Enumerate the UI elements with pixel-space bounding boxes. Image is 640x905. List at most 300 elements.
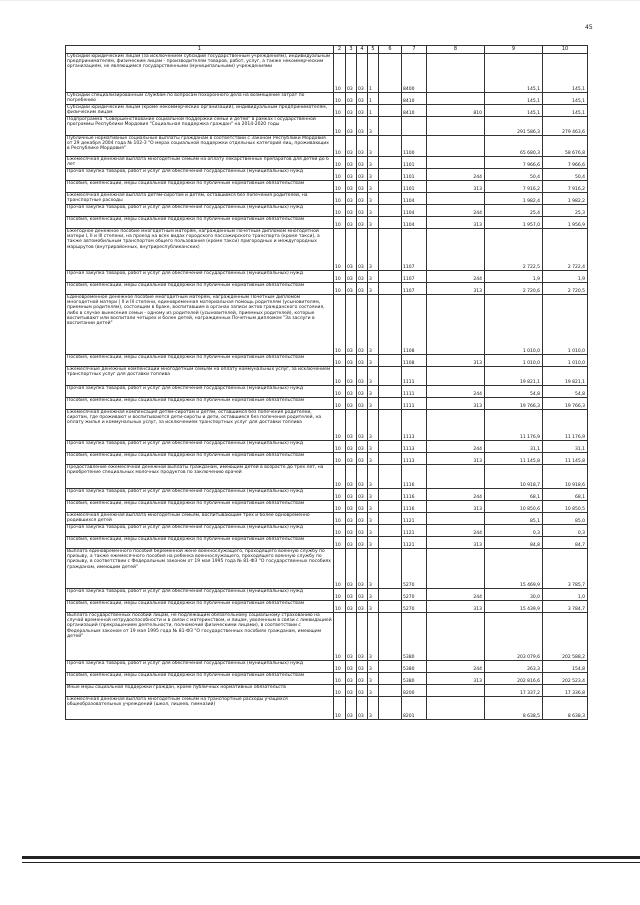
table-row [66, 601, 588, 613]
main-event-code [379, 229, 402, 271]
executed-amount: 154,8 [543, 661, 588, 673]
planned-amount: 7 916,2 [485, 181, 543, 193]
main-event-code [379, 673, 402, 685]
row-description: Прочая закупка товаров, работ и услуг для обеспечения государственных (муниципальных) нужд [66, 169, 334, 181]
table-row [66, 181, 588, 193]
executed-amount: 3 784,7 [543, 601, 588, 613]
planned-amount: 2 722,5 [485, 229, 543, 271]
expense-type-code: 244 [427, 205, 485, 217]
section-code: 10 [334, 295, 346, 355]
planned-amount: 65 680,3 [485, 136, 543, 157]
subsection-code: 03 [346, 525, 357, 537]
program-code: 03 [357, 157, 368, 169]
planned-amount: 291 586,3 [485, 117, 543, 136]
table-row [66, 271, 588, 283]
program-code: 03 [357, 117, 368, 136]
expense-type-code [427, 136, 485, 157]
table-row [66, 386, 588, 398]
direction-code: 1101 [402, 169, 427, 181]
planned-amount: 145,1 [485, 105, 543, 117]
section-code: 10 [334, 136, 346, 157]
program-code: 03 [357, 673, 368, 685]
expense-type-code: 313 [427, 398, 485, 410]
main-event-code [379, 453, 402, 465]
direction-code: 1111 [402, 386, 427, 398]
section-code: 10 [334, 283, 346, 295]
main-event-code [379, 386, 402, 398]
subprogram-code: 3 [368, 537, 379, 549]
expense-type-code: 313 [427, 501, 485, 513]
table-row [66, 193, 588, 205]
subsection-code: 03 [346, 465, 357, 489]
subsection-code: 03 [346, 685, 357, 697]
subprogram-code: 3 [368, 398, 379, 410]
row-description: Ежемесячная денежная компенсация детям-сиротам и детям, оставшимся без попечения родителей, сиротам, где проживают и воспитываются дети-сироты и дети, оставшиеся без попечения родителей, на оплату жилья и коммунальных услуг, за исключением транспортных услуг для доставки топлива [66, 410, 334, 441]
planned-amount: 15 439,9 [485, 601, 543, 613]
main-event-code [379, 181, 402, 193]
table-row [66, 513, 588, 525]
row-description: Пособия, компенсации, меры социальной поддержки по публичным нормативным обязательствам [66, 453, 334, 465]
row-description: Единовременное денежное пособие многодетным матерям, награжденным Почетным дипломом многодетной матери ( II и III степени, единовременная материальная помощь родителям (усыновителям, приемным родителям), состоящим в браке, воспитавшим в органах записи актов гражданского состояния, либо в случае вынесения семьи - одному из родителей (усыновителей, приемных родителей), которые воспитывают или воспитали четырех и более детей, награжденных Почетным дипломом "За заслуги в воспитании детей" [66, 295, 334, 355]
row-description: Ежемесячная денежная выплата многодетным семьям на оплату лекарственных препаратов для детей до 6 лет [66, 157, 334, 169]
bottom-rule-thin [22, 862, 640, 863]
executed-amount: 17 336,8 [543, 685, 588, 697]
executed-amount: 145,1 [543, 93, 588, 105]
executed-amount: 8 638,3 [543, 697, 588, 720]
section-code: 10 [334, 549, 346, 589]
table-row [66, 157, 588, 169]
subsection-code: 03 [346, 601, 357, 613]
subsection-code: 03 [346, 54, 357, 93]
expense-type-code [427, 295, 485, 355]
main-event-code [379, 537, 402, 549]
direction-code: 1100 [402, 136, 427, 157]
subprogram-code: 1 [368, 54, 379, 93]
expense-type-code [427, 465, 485, 489]
main-event-code [379, 410, 402, 441]
direction-code: 1116 [402, 501, 427, 513]
section-code: 10 [334, 229, 346, 271]
table-row [66, 410, 588, 441]
section-code: 10 [334, 525, 346, 537]
section-code: 10 [334, 157, 346, 169]
subprogram-code: 3 [368, 661, 379, 673]
program-code: 03 [357, 589, 368, 601]
program-code: 03 [357, 93, 368, 105]
row-description: Ежемесячная денежная выплата многодетным семьям, воспитывающим трех и более одновременно родившихся детей [66, 513, 334, 525]
program-code: 03 [357, 367, 368, 386]
planned-amount: 11 145,8 [485, 453, 543, 465]
top-edge [0, 0, 640, 1]
subprogram-code: 3 [368, 673, 379, 685]
subprogram-code: 3 [368, 117, 379, 136]
subprogram-code: 3 [368, 367, 379, 386]
row-description: Прочая закупка товаров, работ и услуг для обеспечения государственных (муниципальных) нужд [66, 205, 334, 217]
section-code: 10 [334, 453, 346, 465]
subprogram-code: 3 [368, 355, 379, 367]
main-event-code [379, 525, 402, 537]
executed-amount: 85,0 [543, 513, 588, 525]
program-code: 03 [357, 613, 368, 661]
main-event-code [379, 117, 402, 136]
expense-type-code: 810 [427, 105, 485, 117]
subsection-code: 03 [346, 271, 357, 283]
subprogram-code: 3 [368, 465, 379, 489]
row-description: Пособия, компенсации, меры социальной поддержки по публичным нормативным обязательствам [66, 398, 334, 410]
direction-code: 1104 [402, 205, 427, 217]
subprogram-code: 1 [368, 105, 379, 117]
table-row [66, 613, 588, 661]
table-row [66, 525, 588, 537]
row-description: Пособия, компенсации, меры социальной поддержки по публичным нормативным обязательствам [66, 537, 334, 549]
section-code: 10 [334, 673, 346, 685]
subsection-code: 03 [346, 441, 357, 453]
section-code: 10 [334, 355, 346, 367]
table-row [66, 355, 588, 367]
executed-amount: 1 010,0 [543, 355, 588, 367]
subsection-code: 03 [346, 136, 357, 157]
direction-code: 1121 [402, 525, 427, 537]
executed-amount: 58 676,8 [543, 136, 588, 157]
program-code: 03 [357, 217, 368, 229]
row-description: Пособия, компенсации, меры социальной поддержки по публичным нормативным обязательствам [66, 355, 334, 367]
expense-type-code: 313 [427, 537, 485, 549]
section-code: 10 [334, 410, 346, 441]
main-event-code [379, 661, 402, 673]
subsection-code: 03 [346, 229, 357, 271]
expense-type-code: 313 [427, 181, 485, 193]
column-header: 5 [368, 46, 379, 54]
main-event-code [379, 105, 402, 117]
planned-amount: 1 957,0 [485, 217, 543, 229]
table-row [66, 673, 588, 685]
subprogram-code: 3 [368, 453, 379, 465]
subsection-code: 03 [346, 386, 357, 398]
subprogram-code: 3 [368, 601, 379, 613]
program-code: 03 [357, 465, 368, 489]
expense-type-code: 244 [427, 661, 485, 673]
subsection-code: 03 [346, 169, 357, 181]
row-description: Публичные нормативные социальные выплаты гражданам в соответствии с Законом Республики Мордовия от 29 декабря 2004 года № 102-З "О мерах социальной поддержки отдельных категорий лиц, проживающих в Республике Мордовия" [66, 136, 334, 157]
subsection-code: 03 [346, 283, 357, 295]
direction-code: 5270 [402, 589, 427, 601]
row-description: Прочая закупка товаров, работ и услуг для обеспечения государственных (муниципальных) нужд [66, 489, 334, 501]
main-event-code [379, 601, 402, 613]
expense-type-code [427, 157, 485, 169]
executed-amount: 202 523,4 [543, 673, 588, 685]
section-code: 10 [334, 217, 346, 229]
executed-amount: 1,9 [543, 271, 588, 283]
subsection-code: 03 [346, 205, 357, 217]
table-row [66, 465, 588, 489]
table-row [66, 441, 588, 453]
planned-amount: 0,3 [485, 525, 543, 537]
row-description: Пособия, компенсации, меры социальной поддержки по публичным нормативным обязательствам [66, 217, 334, 229]
direction-code: 8410 [402, 105, 427, 117]
section-code: 10 [334, 93, 346, 105]
executed-amount: 202 588,2 [543, 613, 588, 661]
column-header: 2 [334, 46, 346, 54]
main-event-code [379, 685, 402, 697]
program-code: 03 [357, 386, 368, 398]
executed-amount: 1 982,2 [543, 193, 588, 205]
subprogram-code: 3 [368, 295, 379, 355]
row-description: Прочая закупка товаров, работ и услуг для обеспечения государственных (муниципальных) нужд [66, 525, 334, 537]
subsection-code: 03 [346, 453, 357, 465]
main-event-code [379, 136, 402, 157]
main-event-code [379, 355, 402, 367]
subsection-code: 03 [346, 295, 357, 355]
expense-type-code [427, 193, 485, 205]
section-code: 10 [334, 489, 346, 501]
expense-type-code [427, 54, 485, 93]
section-code: 10 [334, 181, 346, 193]
executed-amount: 1,0 [543, 589, 588, 601]
program-code: 03 [357, 54, 368, 93]
direction-code: 1116 [402, 465, 427, 489]
table-row [66, 367, 588, 386]
column-header: 10 [543, 46, 588, 54]
program-code: 03 [357, 271, 368, 283]
row-description: Прочая закупка товаров, работ и услуг для обеспечения государственных (муниципальных) нужд [66, 271, 334, 283]
expense-type-code: 313 [427, 283, 485, 295]
row-description: Выплата государственных пособий лицам, не подлежащим обязательному социальному страхованию на случай временной нетрудоспособности и в связи с материнством, и лицам, уволенным в связи с ликвидацией организаций (прекращением деятельности, полномочий физическими лицами), в соответствии с Федеральным законом от 19 мая 1995 года № 81-ФЗ "О государственных пособиях гражданам, имеющим детей" [66, 613, 334, 661]
planned-amount: 19 766,3 [485, 398, 543, 410]
subprogram-code: 3 [368, 685, 379, 697]
executed-amount: 7 966,6 [543, 157, 588, 169]
main-event-code [379, 613, 402, 661]
executed-amount: 50,4 [543, 169, 588, 181]
main-event-code [379, 549, 402, 589]
subsection-code: 03 [346, 193, 357, 205]
executed-amount: 19 821,1 [543, 367, 588, 386]
subprogram-code: 3 [368, 205, 379, 217]
subprogram-code: 3 [368, 283, 379, 295]
executed-amount: 279 463,6 [543, 117, 588, 136]
executed-amount: 3 785,7 [543, 549, 588, 589]
main-event-code [379, 295, 402, 355]
direction-code: 1111 [402, 367, 427, 386]
table-row [66, 589, 588, 601]
subprogram-code: 3 [368, 613, 379, 661]
planned-amount: 145,1 [485, 54, 543, 93]
row-description: Субсидии специализированным службам по вопросам похоронного дела на возмещение затрат по погребению [66, 93, 334, 105]
direction-code: 1113 [402, 410, 427, 441]
subsection-code: 03 [346, 501, 357, 513]
program-code: 03 [357, 169, 368, 181]
main-event-code [379, 367, 402, 386]
expense-type-code: 313 [427, 673, 485, 685]
planned-amount: 19 821,1 [485, 367, 543, 386]
executed-amount: 2 720,5 [543, 283, 588, 295]
expense-type-code: 244 [427, 489, 485, 501]
main-event-code [379, 489, 402, 501]
program-code: 03 [357, 525, 368, 537]
planned-amount: 202 816,6 [485, 673, 543, 685]
main-event-code [379, 465, 402, 489]
expense-type-code: 244 [427, 169, 485, 181]
direction-code: 1113 [402, 453, 427, 465]
section-code: 10 [334, 685, 346, 697]
program-code: 03 [357, 549, 368, 589]
planned-amount: 84,8 [485, 537, 543, 549]
column-header: 3 [346, 46, 357, 54]
direction-code: 5380 [402, 613, 427, 661]
subprogram-code: 3 [368, 271, 379, 283]
planned-amount: 8 638,5 [485, 697, 543, 720]
main-event-code [379, 93, 402, 105]
main-event-code [379, 157, 402, 169]
main-event-code [379, 205, 402, 217]
expense-type-code [427, 549, 485, 589]
table-row [66, 489, 588, 501]
main-event-code [379, 398, 402, 410]
direction-code: 1104 [402, 193, 427, 205]
section-code: 10 [334, 271, 346, 283]
planned-amount: 263,3 [485, 661, 543, 673]
main-event-code [379, 169, 402, 181]
table-row [66, 229, 588, 271]
table-row [66, 661, 588, 673]
program-code: 03 [357, 136, 368, 157]
subsection-code: 03 [346, 181, 357, 193]
direction-code: 5380 [402, 661, 427, 673]
row-description: Субсидии юридическим лицам (кроме некоммерческих организаций), индивидуальным предпринимателям, физическим лицам [66, 105, 334, 117]
main-event-code [379, 217, 402, 229]
planned-amount: 30,0 [485, 589, 543, 601]
program-code: 03 [357, 181, 368, 193]
row-description: Ежегодное денежное пособие многодетным матерям, награжденным Почетным дипломом многодетной матери I, II и III степени, на проезд на всех видах городского пассажирского транспорта (кроме такси), а также автомобильным транспортом общего пользования (кроме такси) пригородных и междугородных маршрутов (внутрирайонных, внутриреспубликанских) [66, 229, 334, 271]
expense-type-code: 244 [427, 271, 485, 283]
column-header: 7 [402, 46, 427, 54]
program-code: 03 [357, 501, 368, 513]
subsection-code: 03 [346, 513, 357, 525]
expense-type-code [427, 685, 485, 697]
row-description: Пособия, компенсации, меры социальной поддержки по публичным нормативным обязательствам [66, 673, 334, 685]
planned-amount: 10 850,6 [485, 501, 543, 513]
subprogram-code: 3 [368, 501, 379, 513]
planned-amount: 10 918,7 [485, 465, 543, 489]
direction-code: 1101 [402, 157, 427, 169]
row-description: Прочая закупка товаров, работ и услуг для обеспечения государственных (муниципальных) нужд [66, 441, 334, 453]
row-description: Ежемесячная денежная выплата многодетным семьям на транспортные расходы учащихся общеобразовательных учреждений (школ, лицеев, гимназий) [66, 697, 334, 720]
expense-type-code: 244 [427, 589, 485, 601]
section-code: 10 [334, 386, 346, 398]
executed-amount: 84,7 [543, 537, 588, 549]
subprogram-code: 3 [368, 410, 379, 441]
column-header: 9 [485, 46, 543, 54]
table-row [66, 549, 588, 589]
row-description: Прочая закупка товаров, работ и услуг для обеспечения государственных (муниципальных) нужд [66, 589, 334, 601]
planned-amount: 50,4 [485, 169, 543, 181]
column-header: 1 [66, 46, 334, 54]
subsection-code: 03 [346, 589, 357, 601]
subprogram-code: 3 [368, 489, 379, 501]
planned-amount: 17 337,2 [485, 685, 543, 697]
direction-code: 1107 [402, 283, 427, 295]
program-code: 03 [357, 355, 368, 367]
section-code: 10 [334, 105, 346, 117]
row-description: Пособия, компенсации, меры социальной поддержки по публичным нормативным обязательствам [66, 601, 334, 613]
planned-amount: 1 010,0 [485, 355, 543, 367]
subprogram-code: 3 [368, 525, 379, 537]
program-code: 03 [357, 661, 368, 673]
direction-code: 1108 [402, 295, 427, 355]
column-number-row [66, 46, 588, 54]
planned-amount: 15 469,9 [485, 549, 543, 589]
row-description: Ежемесячная денежная выплата детям-сиротам и детям, оставшимся без попечения родителей, на транспортные расходы [66, 193, 334, 205]
subsection-code: 03 [346, 489, 357, 501]
direction-code: 8201 [402, 697, 427, 720]
subprogram-code: 3 [368, 386, 379, 398]
subsection-code: 03 [346, 537, 357, 549]
direction-code: 8400 [402, 54, 427, 93]
section-code: 10 [334, 441, 346, 453]
executed-amount: 10 918,6 [543, 465, 588, 489]
section-code: 10 [334, 398, 346, 410]
subsection-code: 03 [346, 217, 357, 229]
expense-type-code [427, 410, 485, 441]
section-code: 10 [334, 613, 346, 661]
section-code: 10 [334, 169, 346, 181]
direction-code: 1113 [402, 441, 427, 453]
executed-amount: 68,1 [543, 489, 588, 501]
section-code: 10 [334, 117, 346, 136]
subprogram-code: 3 [368, 157, 379, 169]
subprogram-code: 3 [368, 136, 379, 157]
planned-amount: 85,1 [485, 513, 543, 525]
expense-type-code [427, 229, 485, 271]
planned-amount: 1 982,4 [485, 193, 543, 205]
section-code: 10 [334, 589, 346, 601]
subsection-code: 03 [346, 93, 357, 105]
row-description: Прочая закупка товаров, работ и услуг для обеспечения государственных (муниципальных) нужд [66, 386, 334, 398]
section-code: 10 [334, 367, 346, 386]
planned-amount: 1,9 [485, 271, 543, 283]
subsection-code: 03 [346, 549, 357, 589]
subprogram-code: 3 [368, 549, 379, 589]
row-description: Ежемесячные денежные компенсации многодетным семьям на оплату коммунальных услуг, за исключением транспортных услуг для доставки топлива [66, 367, 334, 386]
subprogram-code: 3 [368, 217, 379, 229]
section-code: 10 [334, 501, 346, 513]
subprogram-code: 3 [368, 229, 379, 271]
program-code: 03 [357, 453, 368, 465]
program-code: 03 [357, 398, 368, 410]
planned-amount: 145,1 [485, 93, 543, 105]
program-code: 03 [357, 283, 368, 295]
direction-code: 1111 [402, 398, 427, 410]
table-row [66, 217, 588, 229]
section-code: 10 [334, 193, 346, 205]
program-code: 03 [357, 410, 368, 441]
subsection-code: 03 [346, 613, 357, 661]
row-description: Прочая закупка товаров, работ и услуг для обеспечения государственных (муниципальных) нужд [66, 661, 334, 673]
main-event-code [379, 54, 402, 93]
executed-amount: 54,8 [543, 386, 588, 398]
main-event-code [379, 501, 402, 513]
subsection-code: 03 [346, 157, 357, 169]
direction-code: 1101 [402, 181, 427, 193]
main-event-code [379, 441, 402, 453]
column-header: 4 [357, 46, 368, 54]
table-row [66, 283, 588, 295]
section-code: 10 [334, 513, 346, 525]
planned-amount: 54,8 [485, 386, 543, 398]
program-code: 03 [357, 537, 368, 549]
direction-code: 1121 [402, 513, 427, 525]
row-description: Подпрограмма "Совершенствование социальной поддержки семьи и детей" в рамках Государственной программы Республики Мордовия "Социальная поддержка граждан" на 2014-2020 годы [66, 117, 334, 136]
subprogram-code: 1 [368, 93, 379, 105]
